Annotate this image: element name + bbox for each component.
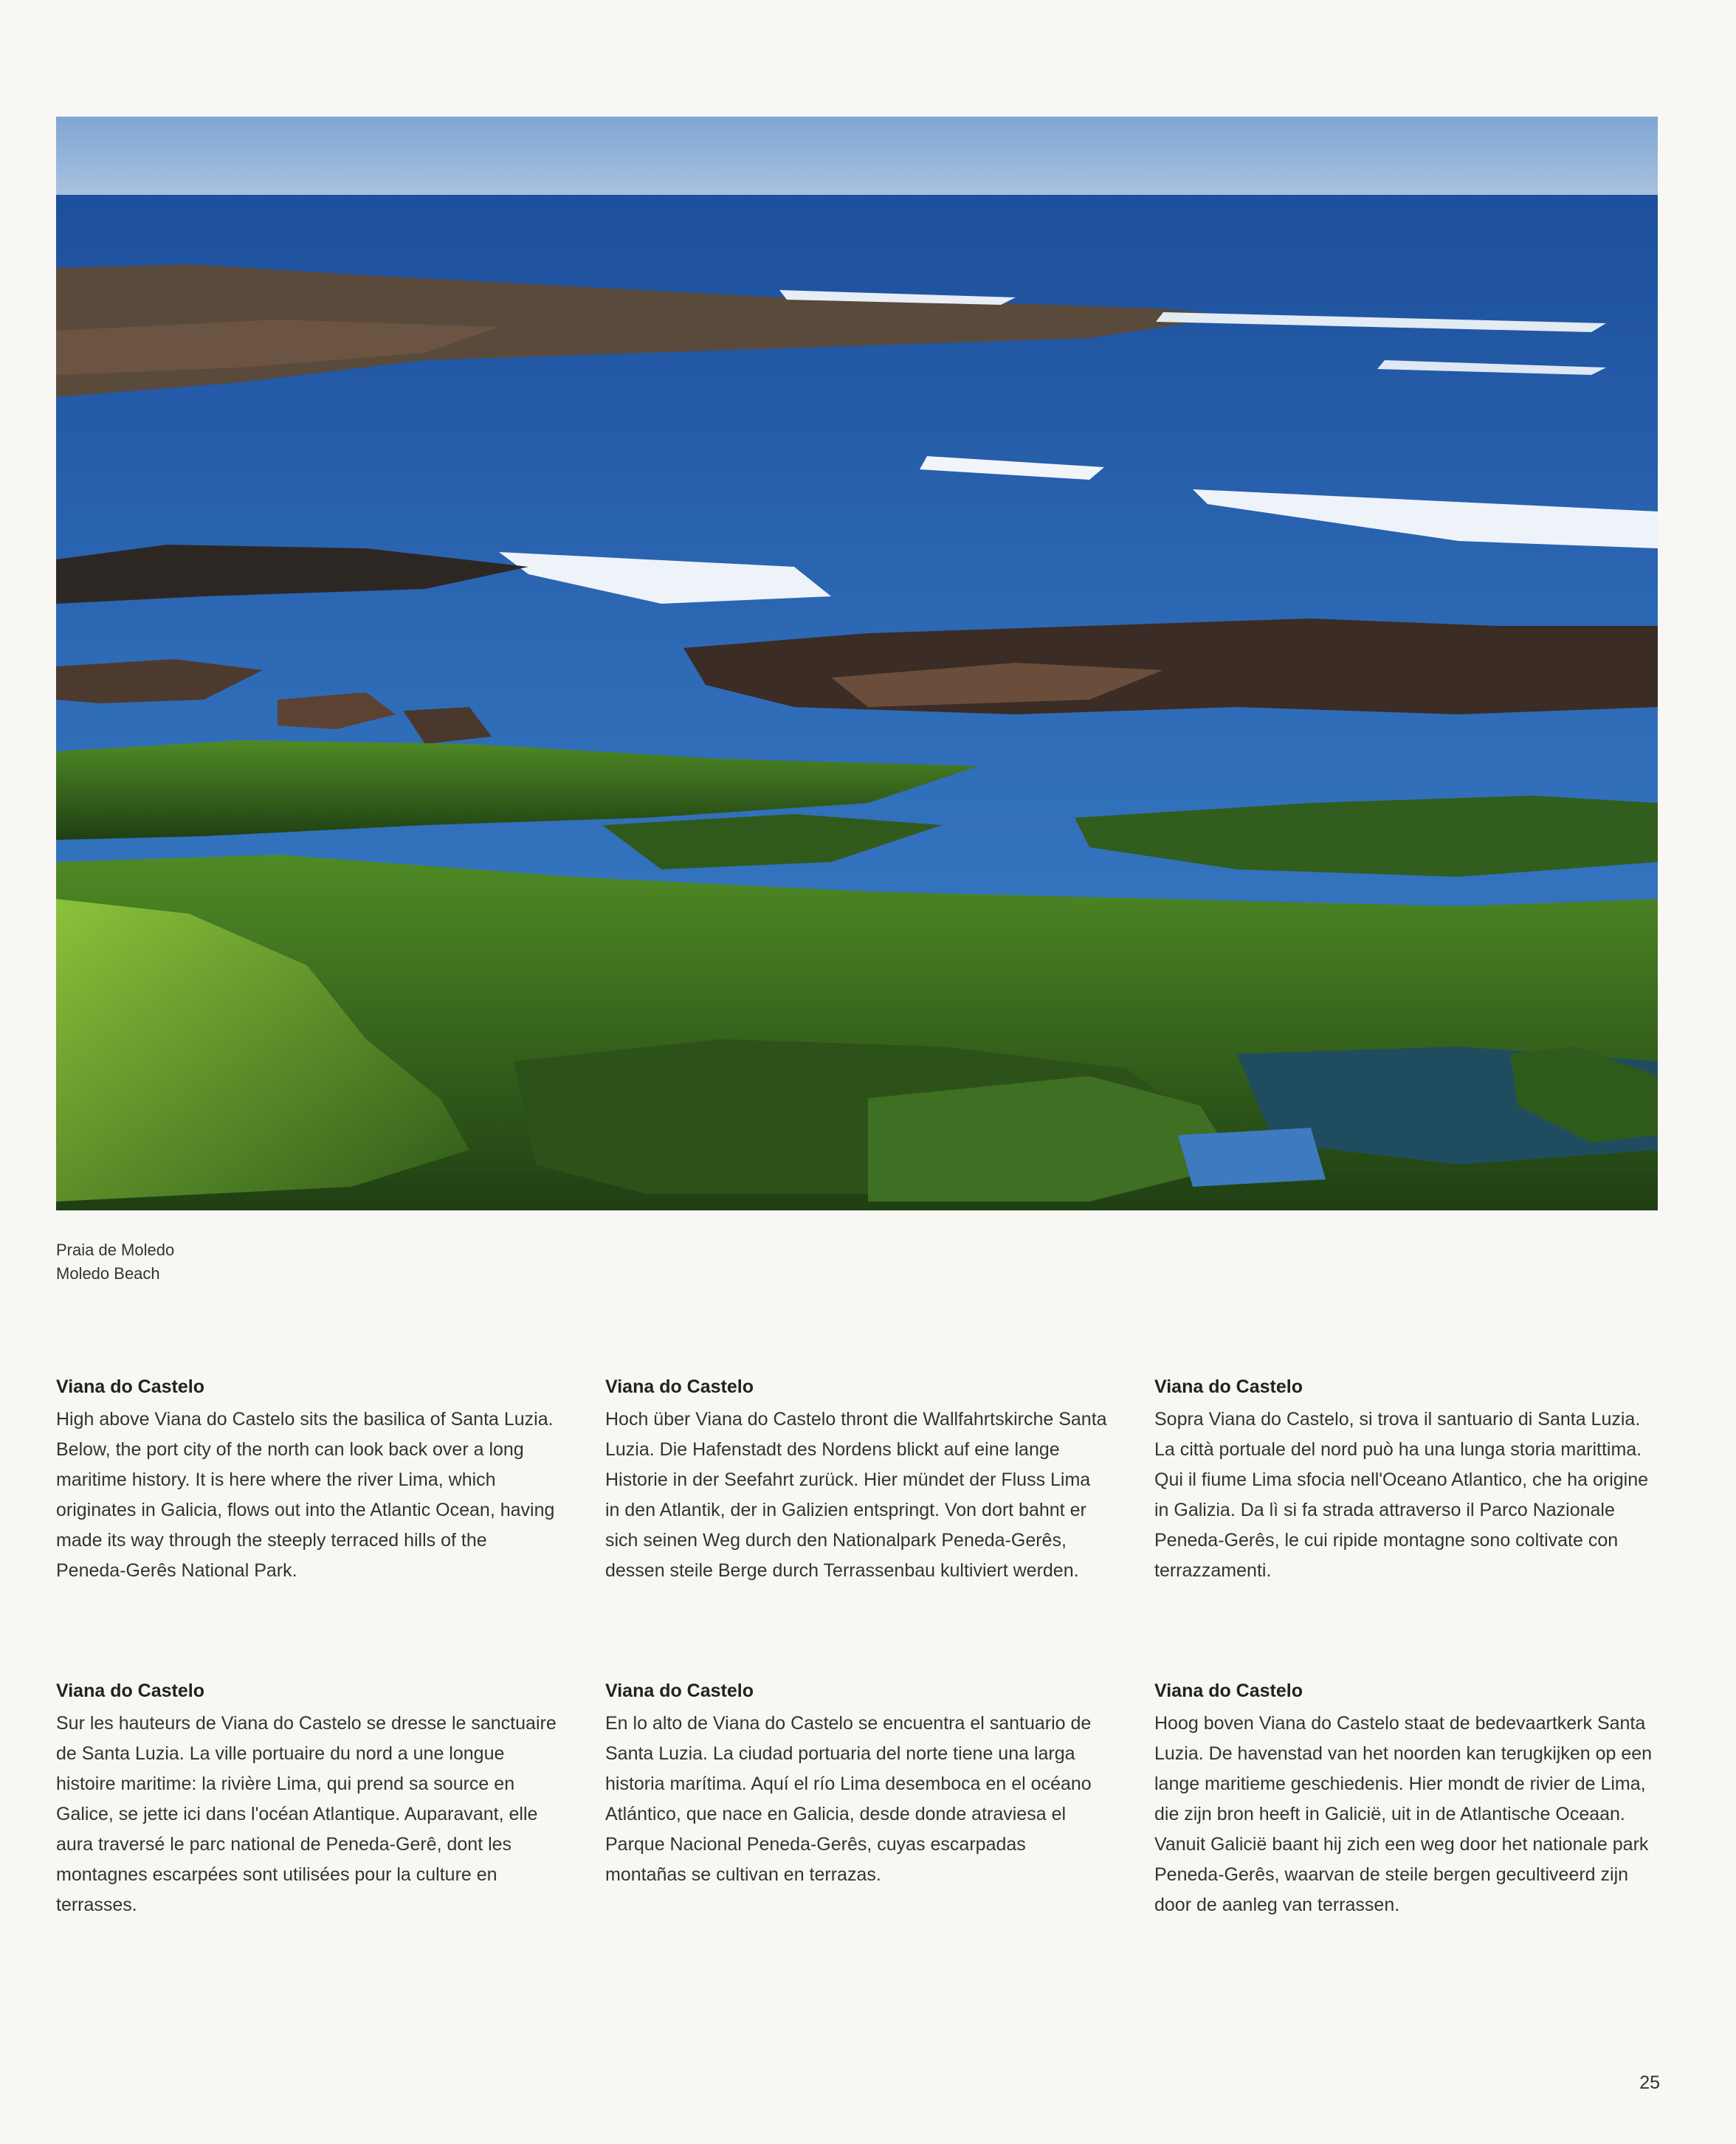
block-body: Sopra Viana do Castelo, si trova il santuario di Santa Luzia. La città portuale del nord può ha una lunga storia marittima. Qui il fiume Lima sfocia nell'Oceano Atlantico, che ha origine in Galizia. Da lì si fa strada attraverso il Parco Nazionale Peneda-Gerês, le cui ripide montagne sono coltivate con terrazzamenti. bbox=[1154, 1409, 1649, 1581]
text-block-italian bbox=[1154, 1374, 1656, 1586]
block-heading: Viana do Castelo bbox=[1154, 1681, 1303, 1701]
text-block-dutch bbox=[1154, 1678, 1656, 1920]
text-column-dutch bbox=[1154, 1678, 1656, 1920]
block-heading: Viana do Castelo bbox=[56, 1376, 204, 1397]
block-heading: Viana do Castelo bbox=[605, 1681, 754, 1701]
block-body: Hoch über Viana do Castelo thront die Wallfahrtskirche Santa Luzia. Die Hafenstadt des Nordens blickt auf eine lange Historie in der Seefahrt zurück. Hier mündet der Fluss Lima in den Atlantik, der in Galizien entspringt. Von dort bahnt er sich seinen Weg durch den Nationalpark Peneda-Gerês, dessen steile Berge durch Terrassenbau kultiviert werden. bbox=[605, 1409, 1107, 1581]
page-number: 25 bbox=[1639, 2072, 1660, 2093]
block-body: Hoog boven Viana do Castelo staat de bedevaartkerk Santa Luzia. De havenstad van het noorden kan terugkijken op een lange maritieme geschiedenis. Hier mondt de rivier de Lima, die zijn bron heeft in Galicië, uit in de Atlantische Oceaan. Vanuit Galicië baant hij zich een weg door het nationale park Peneda-Gerês, waarvan de steile bergen gecultiveerd zijn door de aanleg van terrassen. bbox=[1154, 1713, 1653, 1915]
block-body: Sur les hauteurs de Viana do Castelo se dresse le sanctuaire de Santa Luzia. La ville portuaire du nord a une longue histoire maritime: la rivière Lima, qui prend sa source en Galice, se jette ici dans l'océan Atlantique. Auparavant, elle aura traversé le parc national de Peneda-Gerê, dont les montagnes escarpées sont utilisées pour la culture en terrasses. bbox=[56, 1713, 557, 1915]
text-block-french bbox=[56, 1678, 558, 1920]
text-block-german bbox=[605, 1374, 1107, 1586]
text-column-english bbox=[56, 1374, 558, 1586]
block-heading: Viana do Castelo bbox=[1154, 1376, 1303, 1397]
photo-caption bbox=[56, 1238, 174, 1286]
text-block-english bbox=[56, 1374, 558, 1586]
text-column-italian bbox=[1154, 1374, 1656, 1586]
block-body: En lo alto de Viana do Castelo se encuentra el santuario de Santa Luzia. La ciudad portuaria del norte tiene una larga historia marítima. Aquí el río Lima desemboca en el océano Atlántico, que nace en Galicia, desde donde atraviesa el Parque Nacional Peneda-Gerês, cuyas escarpadas montañas se cultivan en terrazas. bbox=[605, 1713, 1092, 1885]
coast-photo bbox=[56, 117, 1658, 1210]
text-column-french bbox=[56, 1678, 558, 1920]
text-column-german bbox=[605, 1374, 1107, 1586]
caption-english-name: Moledo Beach bbox=[56, 1264, 160, 1283]
block-heading: Viana do Castelo bbox=[56, 1681, 204, 1701]
caption-original-name: Praia de Moledo bbox=[56, 1241, 175, 1259]
text-column-spanish bbox=[605, 1678, 1107, 1890]
block-heading: Viana do Castelo bbox=[605, 1376, 754, 1397]
coast-photo-graphic bbox=[56, 117, 1658, 1210]
text-block-spanish bbox=[605, 1678, 1107, 1890]
block-body: High above Viana do Castelo sits the basilica of Santa Luzia. Below, the port city of the north can look back over a long maritime history. It is here where the river Lima, which originates in Galicia, flows out into the Atlantic Ocean, having made its way through the steeply terraced hills of the Peneda-Gerês National Park. bbox=[56, 1409, 555, 1581]
